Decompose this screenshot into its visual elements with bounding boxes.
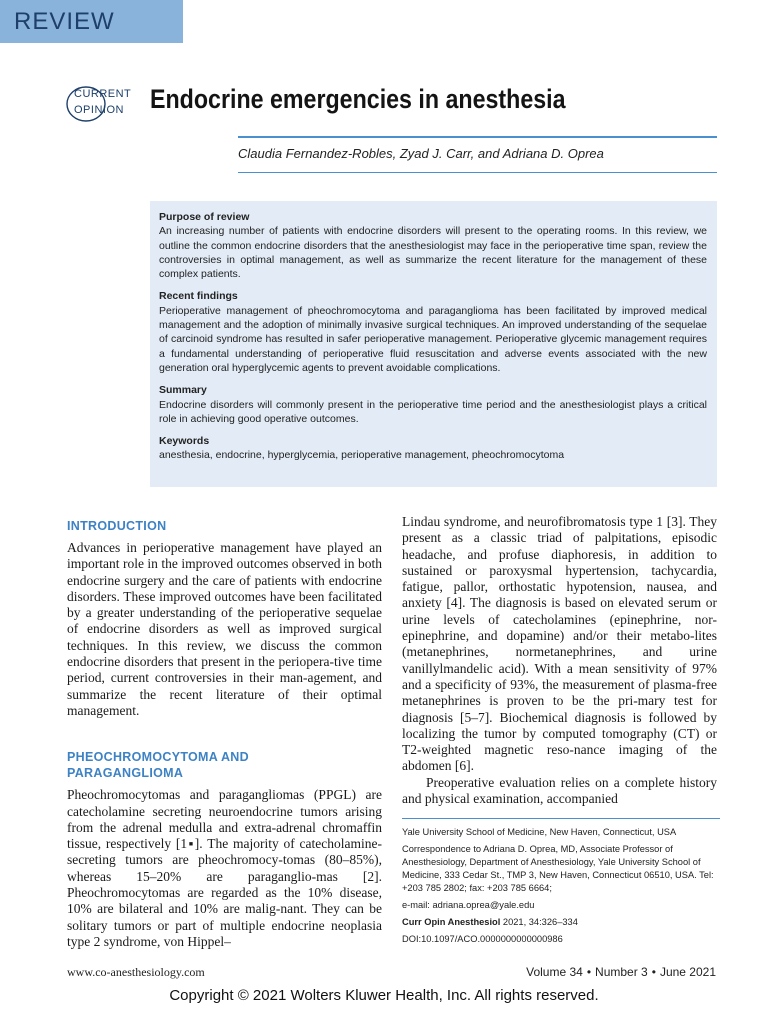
- issue-info: [526, 965, 716, 979]
- findings-text: Perioperative management of pheochromocytoma and paraganglioma has been facilitated by improved medical management and the adoption of minimally invasive surgical techniques. An improved understanding of the sequelae of carcinoid syndrome has resulted in safer perioperative management. Perioperative glycemic management requires a fundamental understanding of perioperative fluid resuscitation and adverse events associated with the new generation oral hyperglycemic agents to prevent avoidable complications.: [159, 304, 707, 374]
- journal-url[interactable]: www.co-anesthesiology.com: [67, 965, 205, 979]
- keywords-text: anesthesia, endocrine, hyperglycemia, perioperative management, pheochromocytoma: [159, 449, 565, 462]
- footnote-rule: [402, 818, 720, 819]
- citation-details: 2021, 34:326–334: [500, 917, 578, 927]
- pheo-heading-line-1: PHEOCHROMOCYTOMA AND: [67, 750, 249, 765]
- abstract-box: [150, 201, 717, 487]
- footnote-block: [402, 826, 720, 950]
- journal-name: Curr Opin Anesthesiol: [402, 917, 501, 927]
- email-line[interactable]: e-mail: adriana.oprea@yale.edu: [402, 900, 535, 910]
- doi-line[interactable]: DOI:10.1097/ACO.0000000000000986: [402, 934, 563, 944]
- article-title: Endocrine emergencies in anesthesia: [150, 84, 566, 114]
- purpose-heading: Purpose of review: [159, 211, 250, 223]
- left-column: [67, 514, 382, 950]
- summary-heading: Summary: [159, 384, 207, 397]
- findings-heading: Recent findings: [159, 290, 238, 303]
- issue-date: June 2021: [659, 965, 716, 979]
- author-rule: [238, 172, 717, 173]
- right-column: [402, 514, 717, 807]
- intro-heading: INTRODUCTION: [67, 519, 167, 533]
- citation-line: [402, 916, 720, 929]
- pheo-heading: [67, 749, 382, 781]
- logo-line-2: OPINION: [74, 104, 124, 116]
- intro-paragraph: Advances in perioperative management have played an important role in the improved outcomes observed in both endocrine surgery and the care of patients with endocrine disorders. These improved outcomes have been facilitated by a greater understanding of the perioperative sequelae of endocrine disorders as well as improved surgical techniques. In this review, we discuss the common endocrine disorders that present in the periopera-tive time period, current controversies in their man-agement, and summarize the recent literature of their optimal management.: [67, 540, 382, 718]
- title-rule: [238, 136, 717, 138]
- author-list: Claudia Fernandez-Robles, Zyad J. Carr, and Adriana D. Oprea: [238, 146, 604, 161]
- summary-text: Endocrine disorders will commonly present in the perioperative time period and the anesthesiologist plays a critical role in achieving good operative outcomes.: [159, 398, 707, 425]
- bullet-icon: •: [651, 965, 656, 979]
- purpose-text: An increasing number of patients with endocrine disorders will present to the operating rooms. In this review, we outline the common endocrine disorders that the anesthesiologist may face in the perioperative time span, review the controversies in optimal management, as well as summarize the recent literature for the management of these complex patients.: [159, 225, 707, 281]
- right-paragraph-2: Preoperative evaluation relies on a complete history and physical examination, accompanied: [402, 774, 717, 807]
- right-paragraph-1: Lindau syndrome, and neurofibromatosis type 1 [3]. They present as a classic triad of palpitations, episodic headache, and profuse diaphoresis, in addition to sustained or paroxysmal hypertension, tachycardia, fatigue, pallor, orthostatic hypotension, nausea, and anxiety [4]. The diagnosis is based on elevated serum or urine levels of catecholamines (epinephrine, nor-epinephrine, and dopamine) and/or their metabo-lites (metanephrines, normetanephrines, and urine vanillylmandelic acid). With a mean sensitivity of 97% and a specificity of 93%, the measurement of plasma-free metanephrines is proven to be the pri-mary test for diagnosis [5–7]. Biochemical diagnosis is followed by localizing the tumor by computed tomography (CT) or T2-weighted magnetic reso-nance imaging of the abdomen [6].: [402, 514, 717, 774]
- pheo-heading-line-2: PARAGANGLIOMA: [67, 766, 184, 781]
- issue-number: Number 3: [595, 965, 648, 979]
- affiliation: Yale University School of Medicine, New Haven, Connecticut, USA: [402, 827, 677, 837]
- volume: Volume 34: [526, 965, 583, 979]
- section-tag: REVIEW: [0, 0, 183, 43]
- copyright-notice: Copyright © 2021 Wolters Kluwer Health, Inc. All rights reserved.: [169, 987, 599, 1004]
- logo-line-1: CURRENT: [74, 88, 132, 100]
- correspondence: Correspondence to Adriana D. Oprea, MD, Associate Professor of Anesthesiology, Department of Anesthesiology, Yale University School of Medicine, 333 Cedar St., TMP 3, New Haven, Connecticut 06510, USA. Tel: +203 785 2802; fax: +203 785 6664;: [402, 844, 714, 893]
- current-opinion-logo: [64, 84, 132, 124]
- bullet-icon: •: [586, 965, 592, 979]
- pheo-paragraph: Pheochromocytomas and paragangliomas (PPGL) are catecholamine secreting neuroendocrine tumors arising from the adrenal medulla and extra-adrenal chromaffin tissue, respectively [1▪]. The majority of catecholamine-secreting tumors are pheochromocy-tomas (80–85%), whereas 15–20% are paraganglio-mas [2]. Pheochromocytomas are regarded as the 10% disease, 10% are bilateral and 10% are malig-nant. They can be solitary tumors or part of multiple endocrine neoplasia type 2 syndrome, von Hippel–: [67, 787, 382, 949]
- keywords-heading: Keywords: [159, 435, 210, 448]
